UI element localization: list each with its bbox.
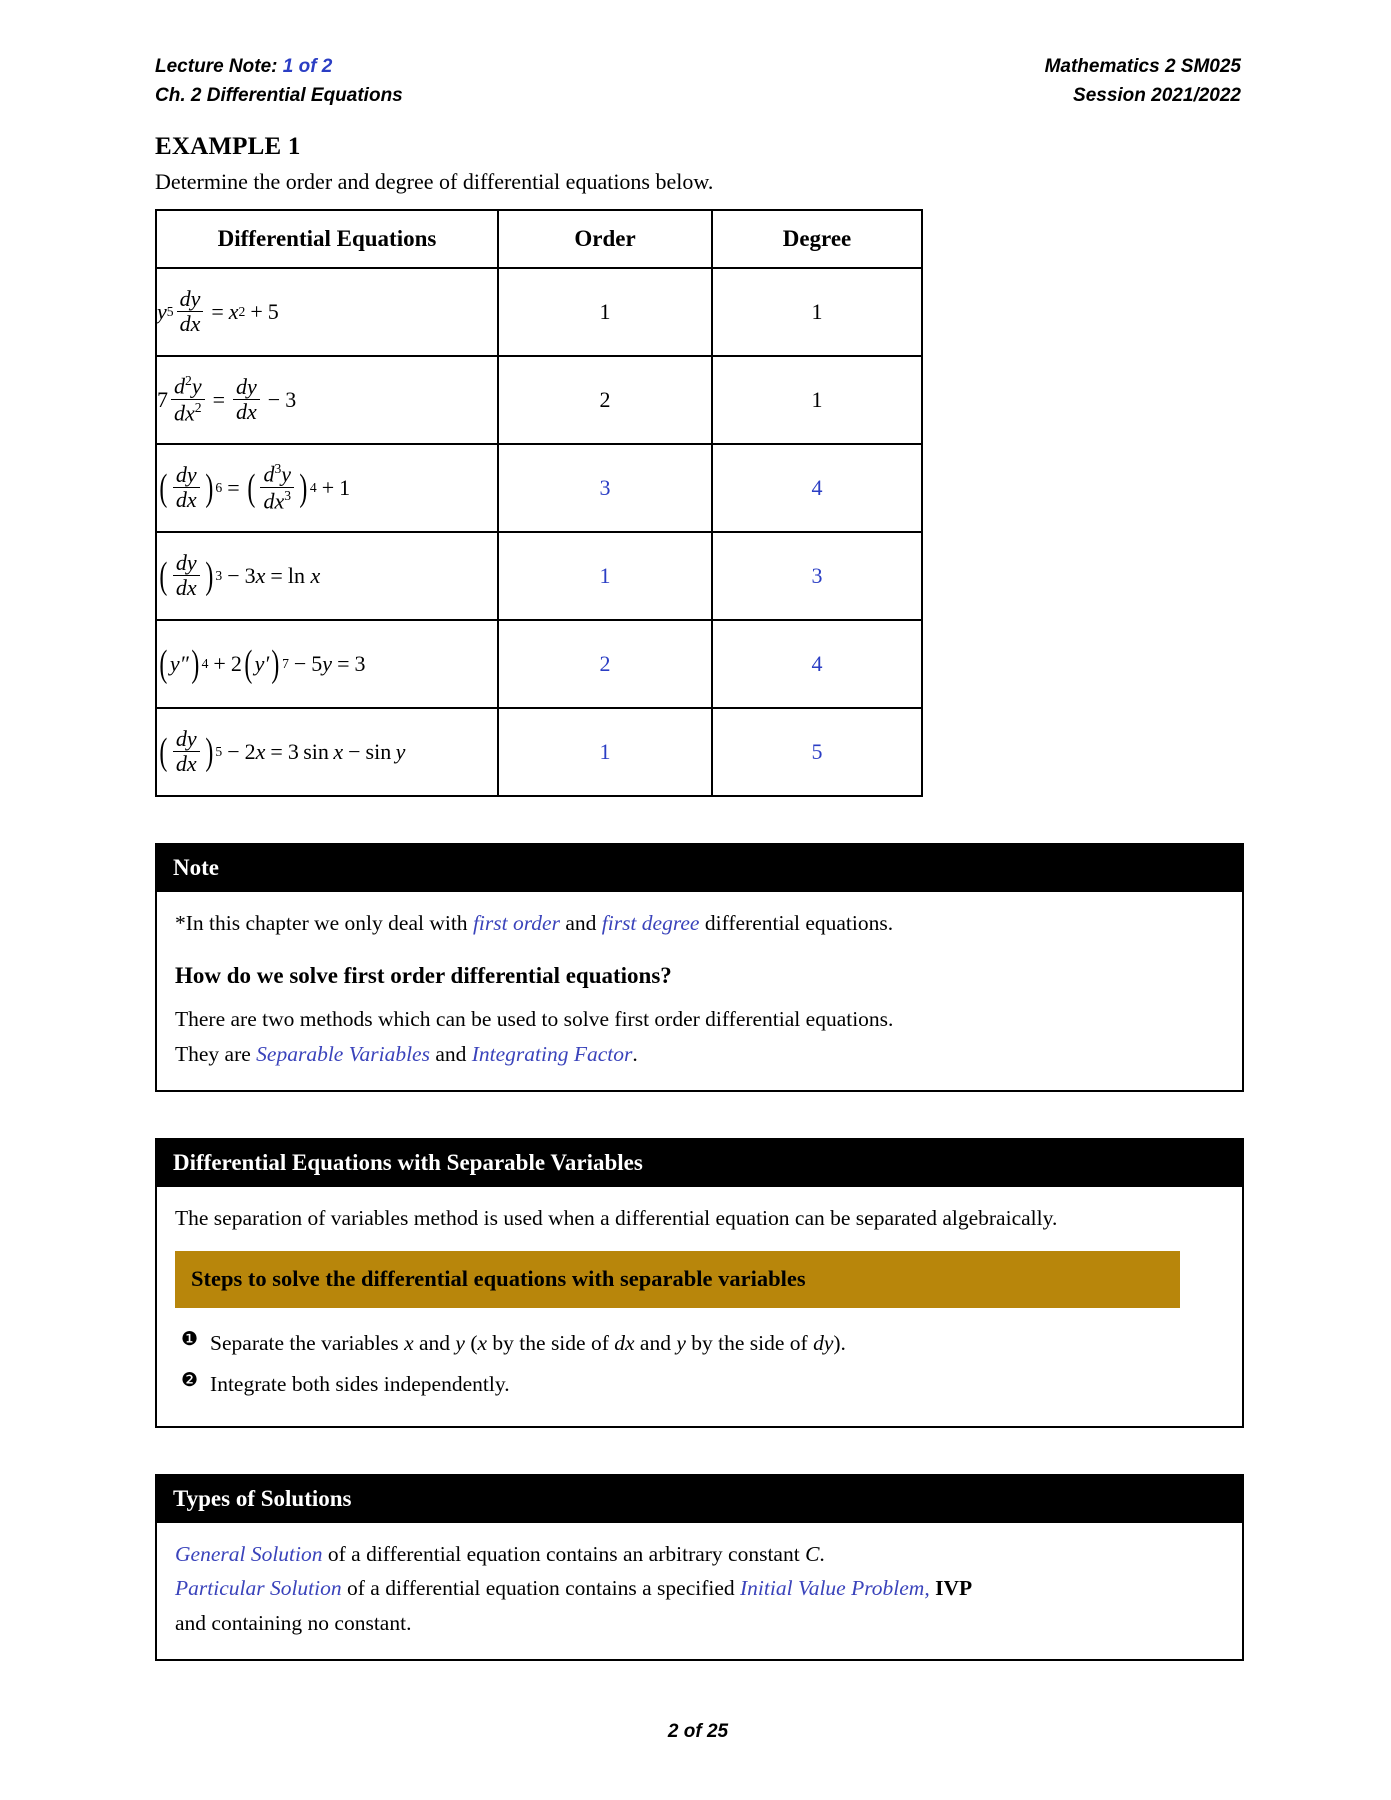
degree-cell: 1 [712, 268, 922, 356]
degree-cell: 1 [712, 356, 922, 444]
order-cell: 3 [498, 444, 712, 532]
step-text-2: Integrate both sides independently. [210, 1371, 510, 1396]
column-header-equations: Differential Equations [156, 210, 498, 268]
equation-cell: 7 $\frac{d^2y}{dx^2}$ = $\frac{dy}{dx}$ − 3 [156, 356, 498, 444]
note-answer-mid: and [429, 1041, 472, 1066]
general-solution-end: . [819, 1541, 825, 1566]
note-box-title: Note [157, 845, 1242, 892]
table-row [156, 444, 922, 532]
table-row [156, 356, 922, 444]
note-emphasis-separable-variables: Separable Variables [256, 1041, 430, 1066]
note-line-1-pre: *In this chapter we only deal with [175, 910, 473, 935]
degree-cell: 5 [712, 708, 922, 796]
column-header-degree: Degree [712, 210, 922, 268]
emphasis-particular-solution: Particular Solution [175, 1576, 342, 1601]
column-header-order: Order [498, 210, 712, 268]
note-answer-line-1: There are two methods which can be used to solve first order differential equations. [175, 1006, 894, 1031]
order-cell: 1 [498, 268, 712, 356]
step-bullet-2: ❷ [181, 1369, 199, 1391]
lecture-note-value: 1 of 2 [282, 56, 333, 77]
note-answer-post: . [632, 1041, 638, 1066]
note-emphasis-first-order: first order [472, 910, 560, 935]
types-of-solutions-box [155, 1474, 1244, 1661]
separable-paragraph: The separation of variables method is used when a differential equation can be separated algebraically. [175, 1205, 1058, 1230]
degree-cell: 4 [712, 620, 922, 708]
separable-box-body [157, 1187, 1242, 1426]
note-answer-pre: They are [175, 1041, 257, 1066]
step-item [181, 1326, 1224, 1361]
note-box-body [157, 892, 1242, 1090]
note-line-1 [175, 906, 1224, 941]
constant-c: C [805, 1541, 820, 1566]
separable-variables-box [155, 1138, 1244, 1428]
lecture-note-label: Lecture Note: [155, 56, 278, 77]
order-cell: 2 [498, 620, 712, 708]
particular-solution-text: of a differential equation contains a specified [341, 1576, 741, 1601]
degree-cell: 4 [712, 444, 922, 532]
emphasis-initial-value-problem: Initial Value Problem, [740, 1576, 930, 1601]
emphasis-general-solution: General Solution [175, 1541, 323, 1566]
chapter-line: Ch. 2 Differential Equations [155, 85, 403, 107]
note-line-1-mid: and [559, 910, 602, 935]
order-cell: 1 [498, 708, 712, 796]
equation-cell: ( $\frac{dy}{dx}$ ) 5 − 2 x = 3 sin x − sin y [156, 708, 498, 796]
equation-cell: ( y″ ) 4 + 2 ( y′ ) 7 − 5 y = 3 [156, 620, 498, 708]
step-text-1: Separate the variables x and y (x by the side of dx and y by the side of dy). [210, 1330, 846, 1355]
equation-cell: y 5 $\frac{dy}{dx}$ = x 2 + 5 [156, 268, 498, 356]
equation-cell: ( $\frac{dy}{dx}$ ) 3 − 3 x = ln x [156, 532, 498, 620]
header-right [1045, 52, 1241, 111]
differential-equations-table [155, 209, 923, 797]
note-emphasis-first-degree: first degree [601, 910, 700, 935]
table-header-row [156, 210, 922, 268]
order-cell: 2 [498, 356, 712, 444]
equation-cell: ( $\frac{dy}{dx}$ ) 6 = ( $\frac{d^3y}{dx^3}$ ) 4 + 1 [156, 444, 498, 532]
solutions-box-body [157, 1523, 1242, 1659]
lecture-note-line [155, 52, 403, 81]
order-cell: 1 [498, 532, 712, 620]
steps-banner: Steps to solve the differential equations with separable variables [175, 1251, 1180, 1307]
example-instruction: Determine the order and degree of differential equations below. [155, 168, 714, 194]
degree-cell: 3 [712, 532, 922, 620]
table-row [156, 620, 922, 708]
note-box [155, 843, 1244, 1092]
session-line: Session 2021/2022 [1073, 85, 1241, 107]
particular-solution-line-2: and containing no constant. [175, 1611, 412, 1636]
page-header [155, 52, 1241, 111]
step-item [181, 1367, 1224, 1402]
particular-solution-line [175, 1571, 1224, 1606]
note-answer-line-2 [175, 1037, 1224, 1072]
note-line-1-post: differential equations. [699, 910, 894, 935]
general-solution-line [175, 1537, 1224, 1572]
page-footer: 2 of 25 [667, 1721, 729, 1743]
example-title: EXAMPLE 1 [155, 132, 301, 160]
table-row [156, 268, 922, 356]
general-solution-text: of a differential equation contains an arbitrary constant [322, 1541, 806, 1566]
note-emphasis-integrating-factor: Integrating Factor [471, 1041, 633, 1066]
header-left [155, 52, 403, 111]
separable-box-title: Differential Equations with Separable Variables [157, 1140, 1242, 1187]
abbrev-ivp: IVP [935, 1576, 973, 1601]
table-row [156, 708, 922, 796]
table-row [156, 532, 922, 620]
course-line: Mathematics 2 SM025 [1044, 56, 1241, 77]
step-bullet-1: ❶ [181, 1328, 199, 1350]
note-question: How do we solve first order differential equations? [175, 962, 672, 988]
solutions-box-title: Types of Solutions [157, 1476, 1242, 1523]
